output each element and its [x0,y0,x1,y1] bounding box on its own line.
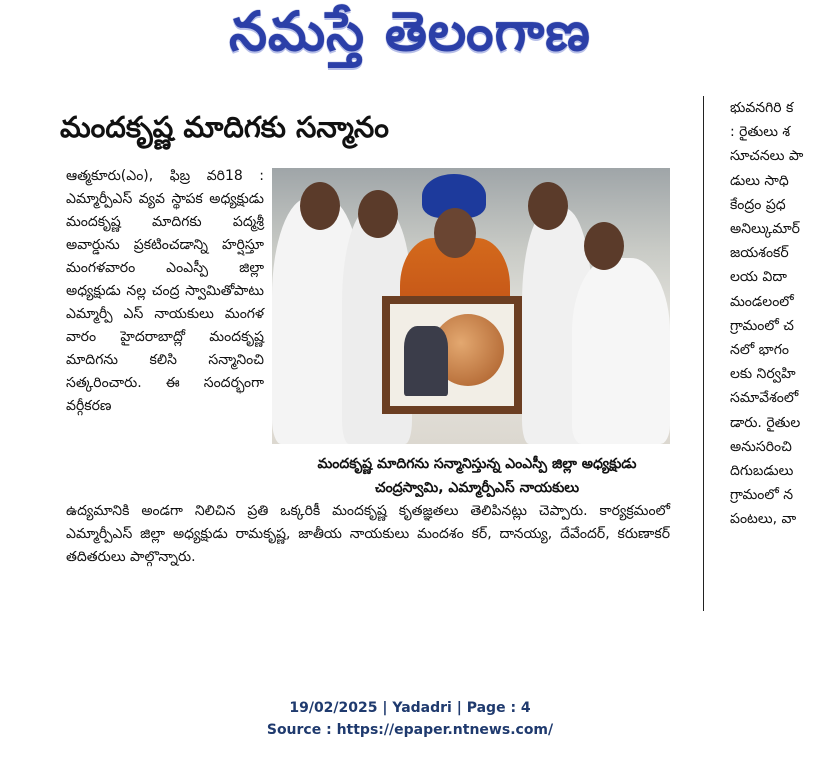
side-line: డారు. రైతుల [730,414,801,431]
article-body-continued: ఉద్యమానికి అండగా నిలిచిన ప్రతి ఒక్కరికీ మందకృష్ణ కృతజ్ఞతలు తెలిపినట్లు చెప్పారు. కార్యక్రమంలో ఎమ్మార్పీఎస్ జిల్లా అధ్యక్షుడు రామకృష్ణ, జాతీయ నాయకులు మందశం కర్, దానయ్య, దేవేందర్, కరుణాకర్ తదితరులు పాల్గొన్నారు. [66,503,670,565]
side-line: గ్రామంలో న [730,487,794,504]
side-line: పంటలు, వా [730,511,797,528]
side-line: సమావేశంలో [730,390,799,407]
adjacent-article-column [730,96,820,596]
masthead-title: నమస్తే తెలంగాణ [229,0,591,63]
side-line: నలో భాగం [730,342,789,359]
side-line: దిగుబడులు [730,463,794,480]
article-headline: మందకృష్ణ మాదిగకు సన్మానం [60,110,389,144]
side-line: భువనగిరి క [730,100,794,116]
article-photo [272,168,670,444]
newspaper-masthead [0,2,820,74]
side-line: అనిల్కుమార్ [730,221,800,238]
side-line: డులు సాధి [730,172,789,189]
footer-date-edition: 19/02/2025 | Yadadri | Page : 4 [289,700,531,716]
side-line: మండలంలో [730,293,794,310]
side-line: అనుసరించి [730,438,792,455]
side-line: సూచనలు పా [730,148,804,165]
framed-portrait [382,296,522,414]
side-line: లకు నిర్వహి [730,366,796,383]
side-line: జయశంకర్ [730,245,789,262]
side-line: గ్రామంలో చ [730,317,794,334]
side-line: : రైతులు శ [730,124,791,141]
column-divider [703,96,704,611]
photo-caption: మందకృష్ణ మాదిగను సన్మానిస్తున్న ఎంఎస్పీ జిల్లా అధ్యక్షుడు చంద్రస్వామి, ఎమ్మార్పీఎస్ నాయకులు [317,456,637,496]
side-line: లయ విదా [730,269,787,286]
side-line: కేంద్రం ప్రధ [730,196,786,213]
footer-source: Source : https://epaper.ntnews.com/ [266,722,554,738]
article-body: ఆత్మకూరు(ఎం), ఫిబ్ర వరి18 : ఎమ్మార్పీఎస్ వ్యవ స్థాపక అధ్యక్షుడు మందకృష్ణ మాదిగకు పద్మశ్రీ అవార్డును ప్రకటించడాన్ని హర్షిస్తూ మంగళవారం ఎంఎస్పీ జిల్లా అధ్యక్షుడు నల్ల చంద్ర స్వామితోపాటు ఎమ్మార్పీ ఎస్ నాయకులు మంగళ వారం హైదరాబాద్లో మందకృష్ణ మాదిగను కలిసి సన్మానించి సత్కరించారు. ఈ సందర్భంగా వర్గీకరణ [66,168,264,414]
